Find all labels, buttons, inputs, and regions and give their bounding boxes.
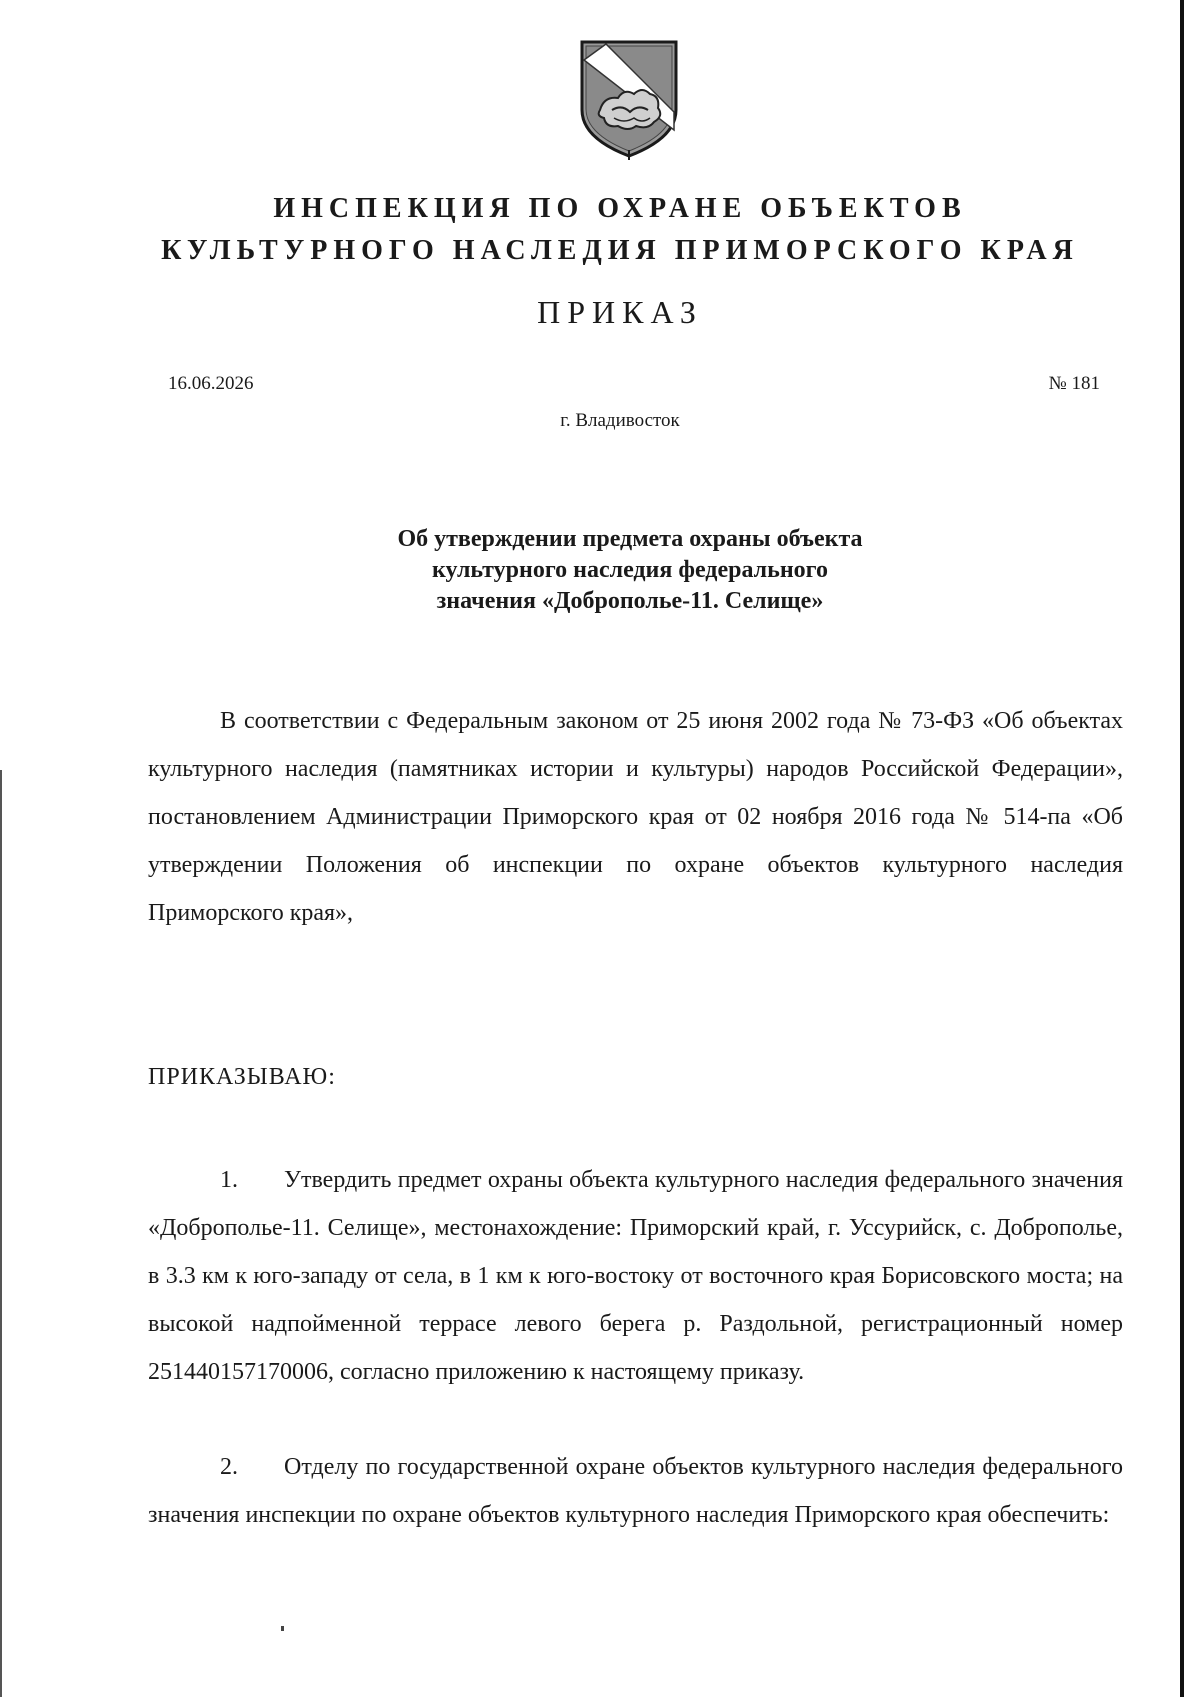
order-item-text: Отделу по государственной охране объектов культурного наследия федерального значения инспекции по охране объектов культурного наследия Приморского края обеспечить: <box>148 1454 1123 1528</box>
organization-name-line-1: ИНСПЕКЦИЯ ПО ОХРАНЕ ОБЪЕКТОВ <box>273 193 967 224</box>
subject-line-1: Об утверждении предмета охраны объекта <box>397 526 863 552</box>
page-edge-shadow <box>1180 0 1184 1697</box>
scan-artifact <box>281 1626 284 1631</box>
subject-line-3: значения «Доброполье-11. Селище» <box>436 588 824 614</box>
organization-name-line-2: КУЛЬТУРНОГО НАСЛЕДИЯ ПРИМОРСКОГО КРАЯ <box>161 235 1079 266</box>
order-directive: ПРИКАЗЫВАЮ: <box>148 1064 336 1090</box>
document-subject <box>200 524 1060 617</box>
document-number: № 181 <box>1048 373 1100 394</box>
preamble-paragraph: В соответствии с Федеральным законом от 25 июня 2002 года № 73-ФЗ «Об объектах культурного наследия (памятниках истории и культуры) народов Российской Федерации», постановлением Администрации Приморского края от 02 ноября 2016 года № 514-па «Об утверждении Положения об инспекции по охране объектов культурного наследия Приморского края», <box>148 708 1123 926</box>
document-date: 16.06.2026 <box>168 373 254 394</box>
order-item-text: Утвердить предмет охраны объекта культурного наследия федерального значения «Доброполье-11. Селище», местонахождение: Приморский край, г. Уссурийск, с. Доброполье, в 3.3 км к юго-западу от села, в 1 км к юго-востоку от восточного края Борисовского моста; на высокой надпойменной террасе левого берега р. Раздольной, регистрационный номер 251440157170006, согласно приложению к настоящему приказу. <box>148 1167 1123 1385</box>
coat-of-arms-icon <box>578 38 680 160</box>
order-item-1 <box>148 1156 1123 1396</box>
order-item-2 <box>148 1443 1123 1539</box>
subject-line-2: культурного наследия федерального <box>432 557 828 583</box>
document-type-title: ПРИКАЗ <box>537 294 703 330</box>
document-city: г. Владивосток <box>560 410 680 431</box>
order-item-number: 2. <box>220 1454 238 1480</box>
order-item-number: 1. <box>220 1167 238 1193</box>
page-left-border <box>0 770 2 1697</box>
